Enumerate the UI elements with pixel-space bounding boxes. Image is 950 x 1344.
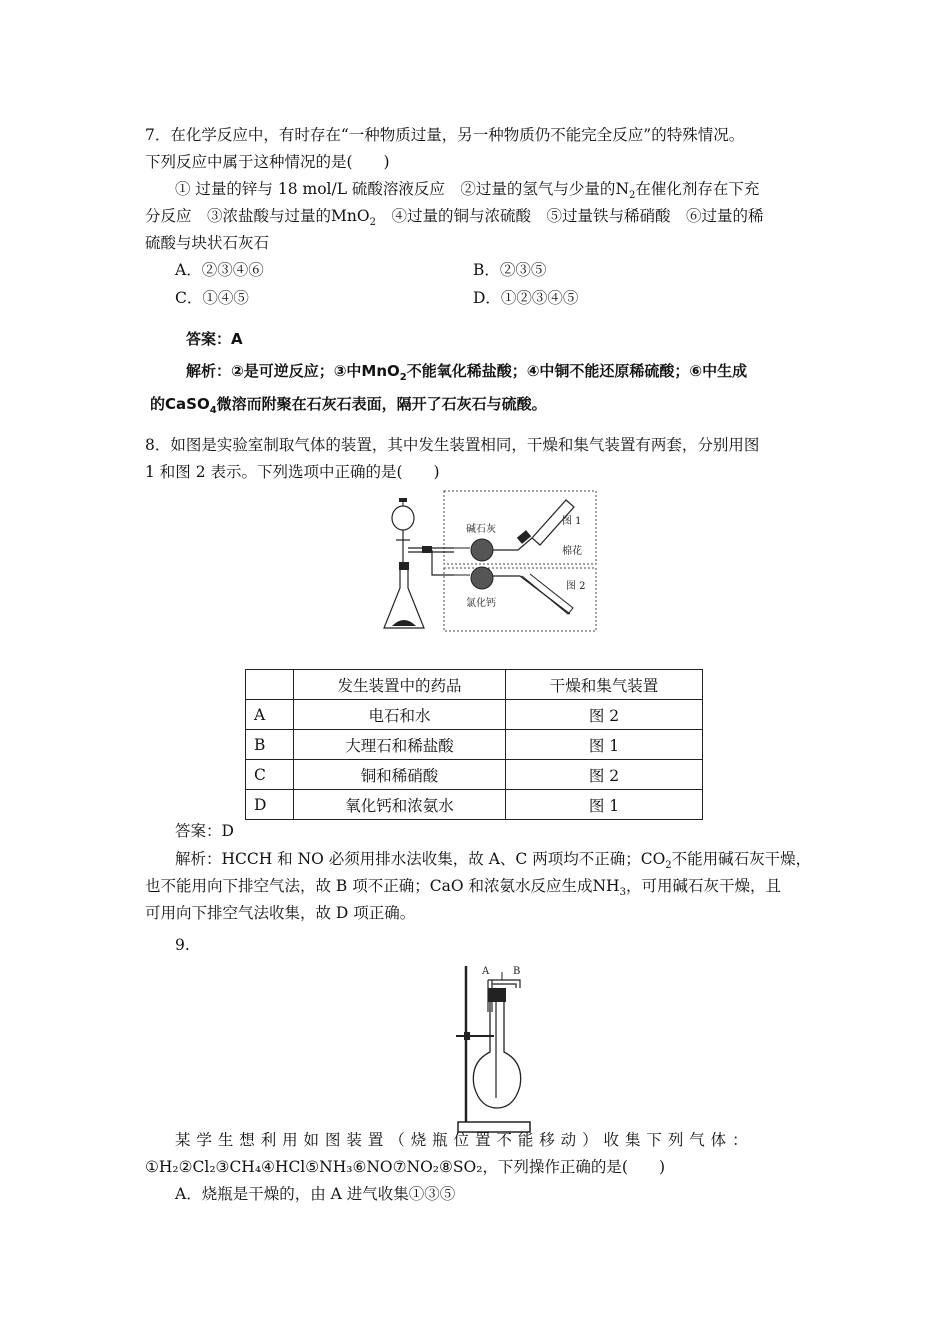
label-soda-lime: 碱石灰 [466, 524, 496, 535]
table-cell: 图 2 [506, 700, 703, 730]
gas-generation-apparatus-figure [370, 488, 600, 638]
q7-items-line3: 硫酸与块状石灰石 [145, 234, 270, 252]
q9-stem-line1: 某 学 生 想 利 用 如 图 装 置 （ 烧 瓶 位 置 不 能 移 动 ） 收 集 下 列 气 体 ： [175, 1131, 749, 1149]
table-row [246, 790, 703, 820]
table-cell: 图 2 [506, 760, 703, 790]
table-cell: C [246, 760, 294, 790]
q7-option-a: A．②③④⑥ [175, 261, 264, 279]
table-cell: 氧化钙和浓氨水 [294, 790, 506, 820]
q7-answer: 答案：A [186, 330, 243, 348]
q8-stem-line1: 8．如图是实验室制取气体的装置，其中发生装置相同，干燥和集气装置有两套，分别用图 [145, 436, 760, 454]
table-row [246, 760, 703, 790]
q8-stem-line2: 1 和图 2 表示。下列选项中正确的是( ) [145, 463, 440, 481]
q7-items-line1: ① 过量的锌与 18 mol/L 硫酸溶液反应 ②过量的氢气与少量的$N_2$在催化剂存在下充 [175, 180, 760, 202]
q9-number: 9. [175, 936, 190, 954]
label-fig2: 图 2 [566, 581, 586, 592]
label-cotton: 棉花 [562, 546, 582, 557]
table-cell: B [246, 730, 294, 760]
q7-option-c: C．①④⑤ [175, 289, 249, 307]
label-port-b: B [513, 966, 521, 977]
q7-option-b: B．②③⑤ [473, 261, 547, 279]
table-cell: A [246, 700, 294, 730]
label-port-a: A [482, 966, 490, 977]
label-cacl2: 氯化钙 [466, 598, 496, 609]
table-header-cell [246, 670, 294, 700]
q7-explanation-line1: 解析：②是可逆反应；③中MnO$_2$不能氧化稀盐酸；④中铜不能还原稀硫酸；⑥中生成 [186, 362, 748, 383]
q8-options-table [245, 669, 703, 820]
q9-option-a: A．烧瓶是干燥的，由 A 进气收集①③⑤ [175, 1185, 456, 1203]
table-row [246, 700, 703, 730]
table-cell: 电石和水 [294, 700, 506, 730]
gas-collection-flask-figure [452, 962, 542, 1137]
q8-explanation-line1: 解析：HCCH 和 NO 必须用排水法收集，故 A、C 两项均不正确；$CO_2$不能用碱石灰干燥， [175, 850, 812, 872]
q9-gases-line: ①H₂②Cl₂③CH₄④HCl⑤NH₃⑥NO⑦NO₂⑧SO₂，下列操作正确的是( ) [145, 1158, 666, 1176]
table-header-row [246, 670, 703, 700]
table-header-cell: 干燥和集气装置 [506, 670, 703, 700]
q7-stem-line1: 7．在化学反应中，有时存在“一种物质过量，另一种物质仍不能完全反应”的特殊情况。 [145, 126, 745, 144]
table-cell: 图 1 [506, 730, 703, 760]
table-row [246, 730, 703, 760]
table-cell: 图 1 [506, 790, 703, 820]
table-header-cell: 发生装置中的药品 [294, 670, 506, 700]
q7-stem-line2: 下列反应中属于这种情况的是( ) [145, 153, 390, 171]
q7-explanation-line2: 的CaSO$_4$微溶而附聚在石灰石表面，隔开了石灰石与硫酸。 [150, 395, 547, 416]
q8-answer: 答案：D [175, 822, 234, 840]
q7-option-d: D．①②③④⑤ [473, 289, 579, 307]
q8-explanation-line3: 可用向下排空气法收集，故 D 项正确。 [145, 904, 416, 922]
q7-items-line2: 分反应 ③浓盐酸与过量的MnO$_2$ ④过量的铜与浓硫酸 ⑤过量铁与稀硝酸 ⑥过量的稀 [145, 207, 764, 229]
table-cell: 铜和稀硝酸 [294, 760, 506, 790]
table-cell: D [246, 790, 294, 820]
label-fig1: 图 1 [562, 516, 582, 527]
q8-explanation-line2: 也不能用向下排空气法，故 B 项不正确；CaO 和浓氨水反应生成$NH_3$，可用碱石灰干燥，且 [145, 877, 781, 899]
table-cell: 大理石和稀盐酸 [294, 730, 506, 760]
